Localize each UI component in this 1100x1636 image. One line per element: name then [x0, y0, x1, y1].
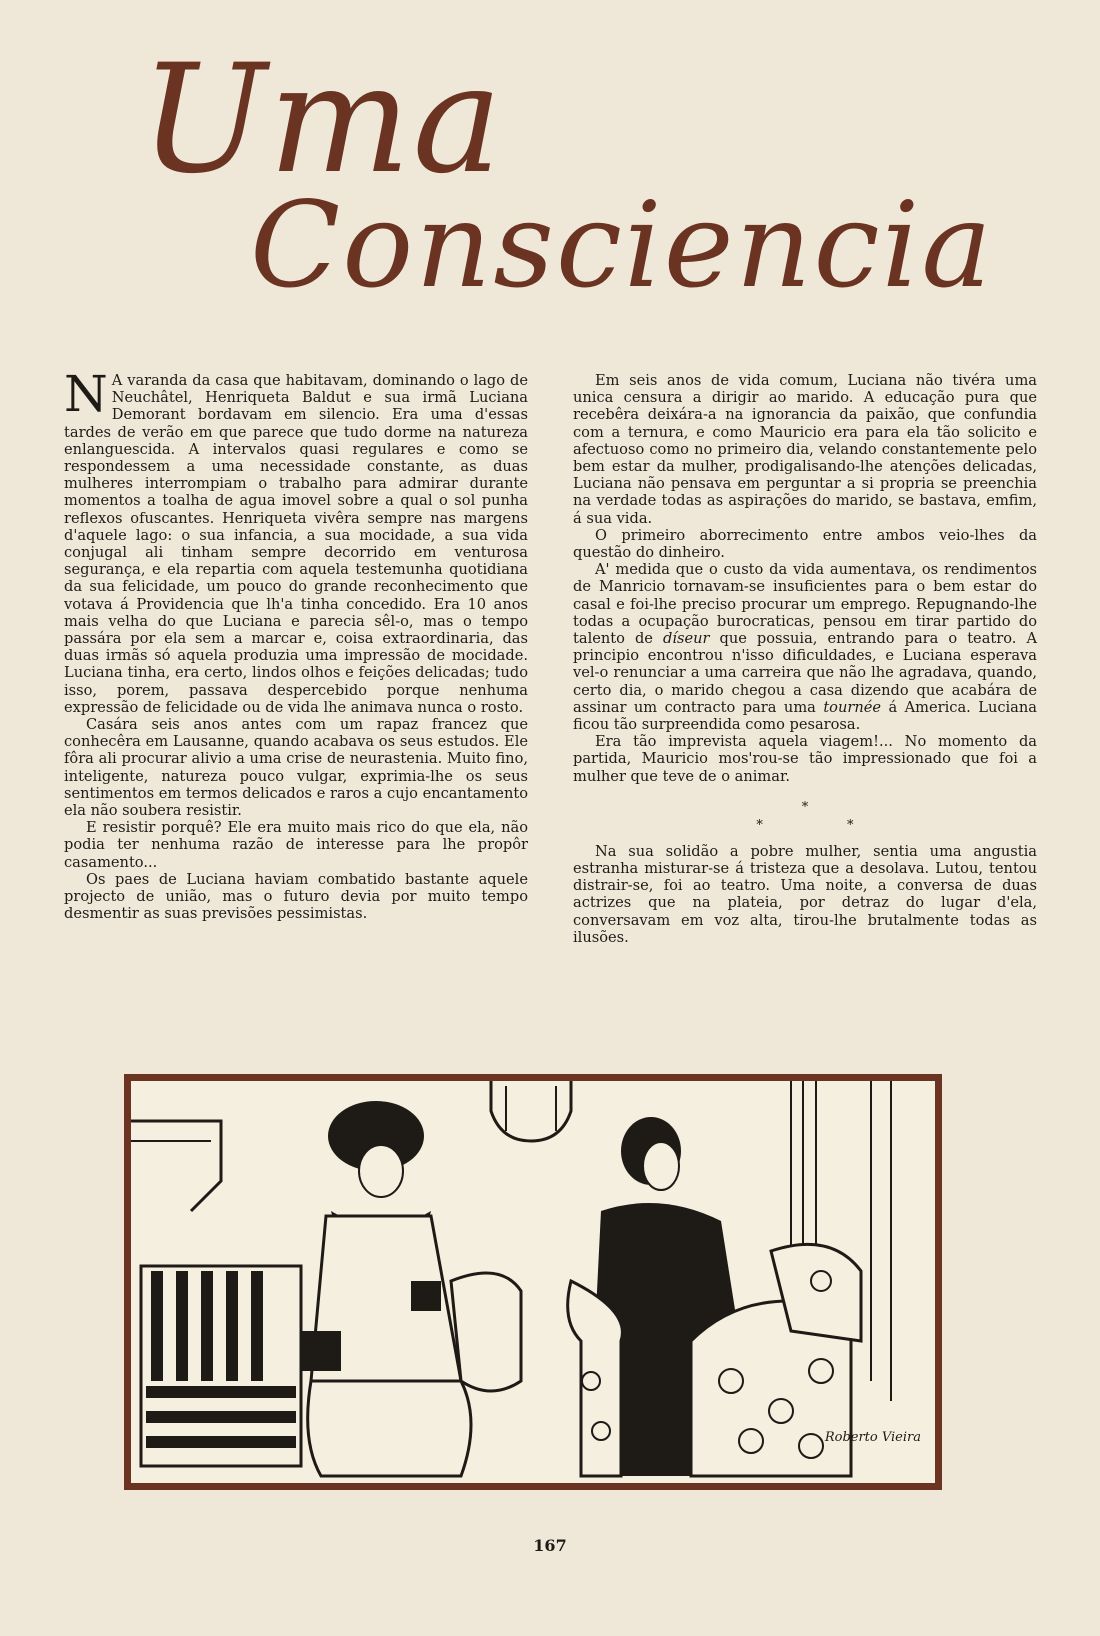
right-column — [573, 372, 1037, 946]
title-line-1: Uma — [140, 33, 505, 207]
paragraph: E resistir porquê? Ele era muito mais rico do que ela, não podia ter nenhuma razão de interesse para lhe propôr casamento... — [64, 819, 528, 871]
asterisk-bottom: * * — [756, 817, 894, 833]
paragraph — [573, 561, 1037, 733]
illustration — [124, 1074, 942, 1490]
asterisk-top: * — [801, 799, 809, 815]
paragraph: Em seis anos de vida comum, Luciana não tivéra uma unica censura a dirigir ao marido. A educação pura que recebêra deixára-a na ignorancia da paixão, que confundia com a ternura, e como Mauricio era para ela tão solicito e afectuoso como no primeiro dia, velando constantemente pelo bem estar da mulher, prodigalisando-lhe atenções delicadas, Luciana não pensava em perguntar a si propria se preenchia na verdade todas as aspirações do marido, se bastava, emfim, á sua vida. — [573, 372, 1037, 527]
paragraph: Na sua solidão a pobre mulher, sentia uma angustia estranha misturar-se á tristeza que a desolava. Lutou, tentou distrair-se, foi ao teatro. Uma noite, a conversa de duas actrizes que na plateia, por detraz do lugar d'ela, conversavam em voz alta, tirou-lhe brutalmente todas as ilusões. — [573, 842, 1037, 946]
paragraph-text: á America. Luciana ficou tão surpreendida como pesarosa. — [573, 698, 1037, 734]
paragraph: Era tão imprevista aquela viagem!... No momento da partida, Mauricio mos'rou-se tão impressionado que foi a mulher que teve de o animar. — [573, 733, 1037, 785]
page-number: 167 — [533, 1536, 567, 1555]
two-women-illustration — [131, 1081, 935, 1483]
paragraph-text: A' medida que o custo da vida aumentava, os rendimentos de Manricio tornavam-se insuficientes para o bem estar do casal e foi-lhe preciso procurar um emprego. Repugnando-lhe todas a ocupação burocraticas, pensou em tirar partido do talento de — [573, 561, 1037, 648]
story-title — [140, 33, 994, 330]
paragraph — [64, 365, 528, 716]
paragraph-text: que possuia, entrando para o teatro. A principio encontrou n'isso dificuldades, e Luciana esperava vel-o renunciar a uma carreira que não lhe agradava, quando, certo dia, o marido chegou a casa dizendo que acabára de assinar um contracto para uma — [573, 630, 1037, 716]
paragraph: O primeiro aborrecimento entre ambos veio-lhes da questão do dinheiro. — [573, 526, 1037, 562]
italic-word: tournée — [823, 698, 882, 716]
paragraph-text: A varanda da casa que habitavam, dominando o lago de Neuchâtel, Henriqueta Baldut e sua irmã Luciana Demorant bordavam em silencio. Era uma d'essas tardes de verão em que parece que tudo dorme na natureza enlanguescida. A intervalos quasi regulares e como se respondessem a uma necessidade constante, as duas mulheres interrompiam o trabalho para admirar durante momentos a toalha de agua imovel sobre a qual o sol punha reflexos ofuscantes. Henriqueta vivêra sempre nas margens d'aquele lago: o sua infancia, a sua mocidade, a sua vida conjugal ali tinham sempre decorrido em venturosa segurança, e ela repartia com aquela testemunha quotidiana da sua felicidade, um pouco do grande reconhecimento que votava á Providencia que lh'a tinha concedido. Era 10 anos mais velha do que Luciana e parecia sêl-o, mas o tempo passára por ela sem a marcar e, coisa extraordinaria, das duas irmãs só aquela produzia uma impressão de mocidade. Luciana tinha, era certo, lindos olhos e feições delicadas; tudo isso, porem, passava despercebido porque nenhuma expressão de felicidade ou de vida lhe animava nunca o rosto. — [64, 372, 528, 716]
section-break — [573, 799, 1037, 835]
illustration-signature: Roberto Vieira — [824, 1430, 921, 1445]
title-line-2: Consciencia — [250, 176, 994, 314]
drop-cap: N — [64, 365, 108, 423]
left-column — [64, 365, 528, 923]
paragraph: Os paes de Luciana haviam combatido bastante aquele projecto de união, mas o futuro devia por muito tempo desmentir as suas previsões pessimistas. — [64, 870, 528, 923]
paragraph: Casára seis anos antes com um rapaz francez que conhecêra em Lausanne, quando acabava os seus estudos. Ele fôra ali procurar alivio a uma crise de neurastenia. Muito fino, inteligente, natureza pouco vulgar, exprimia-lhe os seus sentimentos em termos delicados e raros a cujo encantamento ela não soubera resistir. — [64, 716, 528, 820]
italic-word: díseur — [662, 630, 710, 648]
